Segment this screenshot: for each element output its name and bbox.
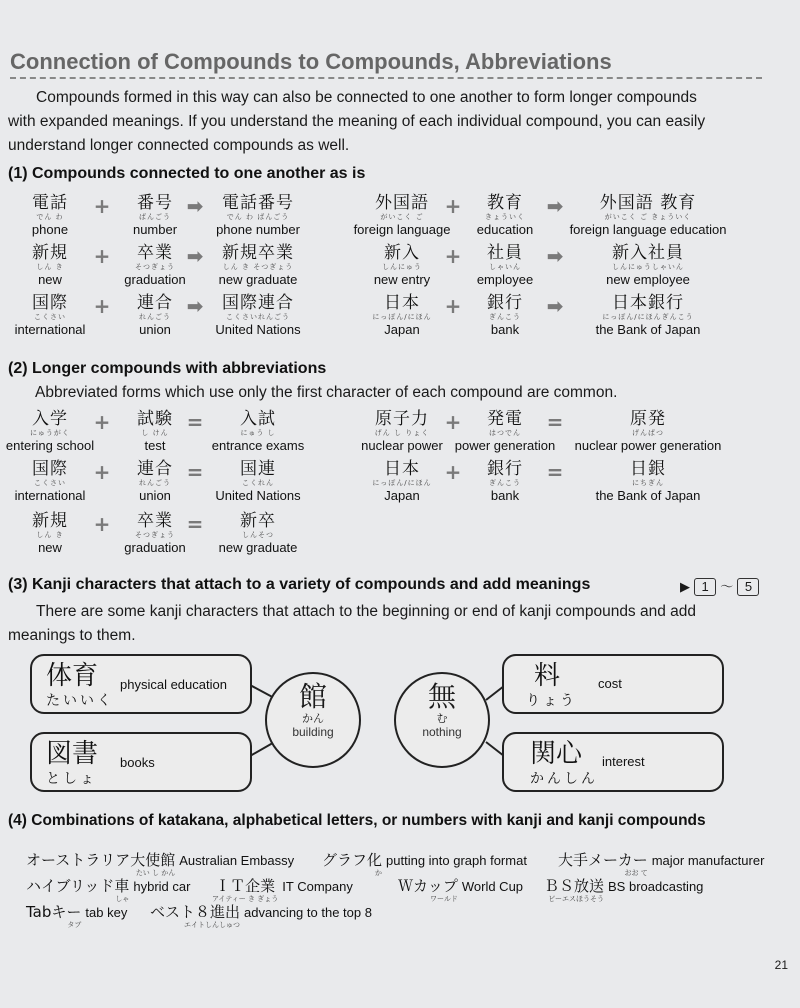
compound-meaning: power generation (454, 438, 556, 453)
box-furigana: たいいく (46, 693, 114, 709)
compound-meaning: union (139, 322, 171, 337)
compound-furigana: しん き (36, 263, 64, 271)
compound-furigana: しゃいん (489, 263, 521, 271)
combination-kanji: ベスト８進出 (150, 903, 241, 921)
combination-kanji: グラフ化 (322, 851, 383, 869)
combination-furigana: エイトしんしゅつ (184, 921, 241, 929)
compound-kanji: 原子力 (375, 409, 429, 429)
compound-meaning: the Bank of Japan (595, 488, 701, 503)
compound-kanji: 社員 (487, 243, 523, 263)
combination-furigana: ビーエスほうそう (548, 895, 605, 903)
compound-kanji: 原発 (630, 409, 666, 429)
compound-meaning: nuclear power generation (574, 438, 722, 453)
circle-meaning: building (292, 725, 334, 739)
compound-meaning: nuclear power (361, 438, 443, 453)
section2-heading: (2) Longer compounds with abbreviations (8, 360, 327, 377)
compound-furigana: れんごう (139, 313, 171, 321)
box-kanji: 体育 (46, 661, 99, 691)
combination-meaning: BS broadcasting (608, 879, 704, 894)
compound-furigana: しん き そつぎょう (222, 263, 294, 271)
compound-meaning: the Bank of Japan (595, 322, 701, 337)
plus-sign: + (444, 410, 462, 434)
combination-item (26, 852, 294, 877)
compound-furigana: にゅうがく (30, 429, 70, 437)
section2-note: Abbreviated forms which use only the first character of each compound are common. (35, 384, 618, 401)
compound-meaning: entering school (5, 438, 95, 453)
combination-furigana: おお て (624, 869, 648, 877)
circle-furigana: かん (302, 712, 324, 725)
compound-kanji: 国際 (31, 459, 68, 479)
plus-sign: + (93, 244, 111, 268)
compound-furigana: げんぱつ (632, 429, 664, 437)
compound-meaning: test (144, 438, 166, 453)
plus-sign: + (444, 294, 462, 318)
plus-sign: + (93, 460, 111, 484)
box-kanji: 図書 (46, 739, 99, 769)
compound-furigana: そつぎょう (134, 531, 175, 539)
compound-kanji: 入試 (240, 409, 276, 429)
equals-sign: = (186, 410, 204, 434)
compound-box-books (30, 732, 252, 792)
combination-meaning: tab key (85, 905, 128, 920)
combination-kanji: オーストラリア大使館 (26, 851, 176, 869)
box-meaning: cost (598, 676, 622, 691)
compound-furigana: ばんごう (138, 213, 171, 221)
combination-meaning: hybrid car (133, 879, 191, 894)
section1-heading: (1) Compounds connected to one another as is (8, 165, 366, 182)
compound-kanji: 教育 (486, 193, 523, 213)
compound-kanji: 国際 (31, 293, 68, 313)
compound-furigana: ぎんこう (489, 313, 521, 321)
plus-sign: + (93, 512, 111, 536)
combination-item (212, 878, 353, 903)
compound-box-cost (502, 654, 724, 714)
plus-sign: + (444, 244, 462, 268)
compound-furigana: し けん (141, 429, 169, 437)
compound-furigana: しん き (36, 531, 64, 539)
compound-kanji: 外国語 教育 (599, 193, 697, 213)
triangle-icon: ▶ (680, 580, 690, 595)
compound-furigana: にっぽん/にほん (372, 313, 432, 321)
compound-meaning: new employee (606, 272, 690, 287)
arrow-icon: ➡ (186, 194, 204, 218)
plus-sign: + (444, 194, 462, 218)
combination-meaning: World Cup (461, 879, 524, 894)
compound-kanji: 卒業 (136, 243, 173, 263)
box-meaning: books (120, 755, 155, 770)
combination-kanji: 大手メーカー (558, 851, 648, 869)
equals-sign: = (186, 460, 204, 484)
equals-sign: = (546, 460, 564, 484)
compound-furigana: そつぎょう (134, 263, 175, 271)
compound-furigana: にゅう し (240, 429, 276, 437)
compound-meaning: Japan (384, 322, 420, 337)
plus-sign: + (93, 410, 111, 434)
compound-meaning: foreign language education (569, 222, 727, 237)
compound-kanji: 銀行 (487, 293, 523, 313)
compound-meaning: phone number (216, 222, 300, 237)
arrow-icon: ➡ (186, 244, 204, 268)
box-kanji: 関心 (530, 739, 583, 769)
compound-furigana: こくさい (33, 313, 66, 321)
combination-item (26, 904, 127, 929)
combination-furigana: ワールド (429, 895, 458, 903)
combination-term (558, 852, 648, 877)
note-line: meanings to them. (8, 627, 136, 644)
combination-meaning: major manufacturer (651, 853, 765, 868)
plus-sign: + (93, 294, 111, 318)
box-furigana: としょ (46, 771, 97, 787)
compound-meaning: education (476, 222, 534, 237)
compound-kanji: 日本 (384, 293, 420, 313)
plus-sign: + (444, 460, 462, 484)
plus-sign: + (93, 194, 111, 218)
compound-furigana: れんごう (139, 479, 171, 487)
combination-kanji: ＩＴ企業 (215, 877, 276, 895)
compound-kanji: 国際連合 (222, 293, 294, 313)
prefix-kanji-circle (394, 672, 490, 768)
compound-meaning: employee (476, 272, 534, 287)
compound-meaning: foreign language (353, 222, 451, 237)
circle-meaning: nothing (422, 725, 462, 739)
equals-sign: = (186, 512, 204, 536)
compound-furigana: がいこく ご (380, 213, 424, 221)
compound-furigana: ぎんこう (489, 479, 521, 487)
compound-meaning: bank (490, 488, 520, 503)
compound-furigana: にっぽん/にほんぎんこう (602, 313, 694, 321)
compound-furigana: にちぎん (632, 479, 664, 487)
combination-item (398, 878, 523, 903)
combination-item (558, 852, 764, 877)
section3-heading: (3) Kanji characters that attach to a variety of compounds and add meanings (8, 576, 591, 593)
tilde: 〜 (720, 580, 734, 595)
box-meaning: physical education (120, 677, 227, 692)
compound-meaning: international (14, 488, 86, 503)
compound-furigana: はつでん (489, 429, 521, 437)
combination-kanji: Ｗカップ (398, 877, 458, 895)
box-meaning: interest (602, 754, 645, 769)
compound-meaning: new (38, 272, 62, 287)
compound-meaning: bank (490, 322, 520, 337)
compound-kanji: 電話番号 (222, 193, 294, 213)
box-kanji: 料 (534, 661, 561, 691)
combination-furigana: タブ (67, 921, 82, 929)
compound-furigana: きょういく (484, 213, 525, 221)
combination-item (26, 878, 190, 903)
compound-kanji: 日銀 (630, 459, 666, 479)
equals-sign: = (546, 410, 564, 434)
compound-meaning: graduation (124, 272, 186, 287)
combination-kanji: ハイブリッド車 (26, 877, 130, 895)
combination-furigana: たい し かん (135, 869, 176, 877)
compound-kanji: 入学 (31, 409, 68, 429)
compound-kanji: 外国語 (374, 193, 429, 213)
circle-kanji: 館 (298, 680, 327, 713)
intro-line: with expanded meanings. If you understand the meaning of each individual compound, you can easily (8, 113, 706, 130)
compound-furigana: げん し りょく (374, 429, 430, 437)
compound-furigana: こくれん (242, 479, 274, 487)
compound-meaning: number (132, 222, 178, 237)
compound-kanji: 日本銀行 (612, 293, 684, 313)
box-furigana: りょう (526, 693, 577, 709)
combination-meaning: Australian Embassy (179, 853, 295, 868)
combination-kanji: ＢＳ放送 (544, 877, 605, 895)
suffix-kanji-circle (265, 672, 361, 768)
combination-term (150, 904, 240, 929)
combination-meaning: advancing to the top 8 (244, 905, 372, 920)
course-number-box: 5 (737, 578, 759, 596)
combination-term (322, 852, 382, 877)
compound-kanji: 電話 (32, 193, 68, 213)
compound-meaning: United Nations (215, 322, 301, 337)
combination-kanji: Tabキー (26, 903, 82, 921)
compound-meaning: new entry (373, 272, 431, 287)
compound-meaning: phone (31, 222, 69, 237)
compound-kanji: 新入 (384, 243, 420, 263)
combination-furigana: しゃ (115, 895, 130, 903)
compound-furigana: がいこく ご きょういく (604, 213, 692, 221)
compound-furigana: こくさい (33, 479, 66, 487)
combination-term (26, 878, 129, 903)
arrow-icon: ➡ (546, 294, 564, 318)
combination-item (322, 852, 527, 877)
combination-item (544, 878, 703, 903)
compound-kanji: 卒業 (136, 511, 173, 531)
compound-furigana: でん わ (36, 213, 64, 221)
compound-furigana: しんそつ (242, 531, 274, 539)
intro-line: understand longer connected compounds as well. (8, 137, 350, 154)
course-number-box: 1 (694, 578, 716, 596)
intro-line: Compounds formed in this way can also be connected to one another to form longer compounds (36, 89, 697, 106)
combination-term (212, 878, 278, 903)
page-title: Connection of Compounds to Compounds, Abbreviations (10, 49, 762, 79)
compound-kanji: 新規 (32, 243, 68, 263)
compound-kanji: 日本 (384, 459, 420, 479)
compound-meaning: United Nations (215, 488, 301, 503)
compound-meaning: entrance exams (211, 438, 305, 453)
compound-meaning: new graduate (218, 272, 298, 287)
compound-furigana: こくさいれんごう (226, 313, 290, 321)
section4-heading: (4) Combinations of katakana, alphabetical letters, or numbers with kanji and kanji compounds (8, 812, 706, 829)
combination-term (26, 852, 175, 877)
combination-furigana: か (375, 869, 383, 877)
arrow-icon: ➡ (546, 244, 564, 268)
compound-meaning: graduation (124, 540, 186, 555)
compound-furigana: しんにゅうしゃいん (612, 263, 684, 271)
combination-term (26, 904, 81, 929)
compound-meaning: international (14, 322, 86, 337)
combination-item (150, 904, 372, 929)
circle-kanji: 無 (427, 680, 456, 713)
combination-meaning: IT Company (282, 879, 353, 894)
box-furigana: かんしん (530, 771, 598, 787)
compound-meaning: new graduate (218, 540, 298, 555)
compound-furigana: しんにゅう (382, 263, 422, 271)
combination-term (398, 878, 458, 903)
compound-kanji: 新規 (32, 511, 68, 531)
note-line: There are some kanji characters that attach to the beginning or end of kanji compounds and add (36, 603, 697, 620)
compound-kanji: 番号 (136, 193, 173, 213)
arrow-icon: ➡ (546, 194, 564, 218)
combination-furigana: アイティー き ぎょう (212, 895, 279, 903)
compound-kanji: 新卒 (240, 511, 276, 531)
page-number: 21 (774, 958, 788, 972)
circle-furigana: む (436, 712, 448, 725)
combination-meaning: putting into graph format (386, 853, 527, 868)
compound-kanji: 銀行 (487, 459, 523, 479)
compound-kanji: 新規卒業 (222, 243, 294, 263)
compound-furigana: でん わ ばんごう (226, 213, 290, 221)
compound-box-interest (502, 732, 724, 792)
arrow-icon: ➡ (186, 294, 204, 318)
compound-kanji: 発電 (487, 409, 523, 429)
combination-term (544, 878, 604, 903)
compound-meaning: union (139, 488, 171, 503)
compound-furigana: にっぽん/にほん (372, 479, 432, 487)
compound-kanji: 連合 (137, 459, 173, 479)
compound-kanji: 連合 (137, 293, 173, 313)
compound-kanji: 新入社員 (611, 243, 684, 263)
compound-meaning: new (38, 540, 62, 555)
compound-kanji: 試験 (137, 409, 173, 429)
compound-kanji: 国連 (240, 459, 276, 479)
compound-box-physical-education (30, 654, 252, 714)
compound-meaning: Japan (384, 488, 420, 503)
